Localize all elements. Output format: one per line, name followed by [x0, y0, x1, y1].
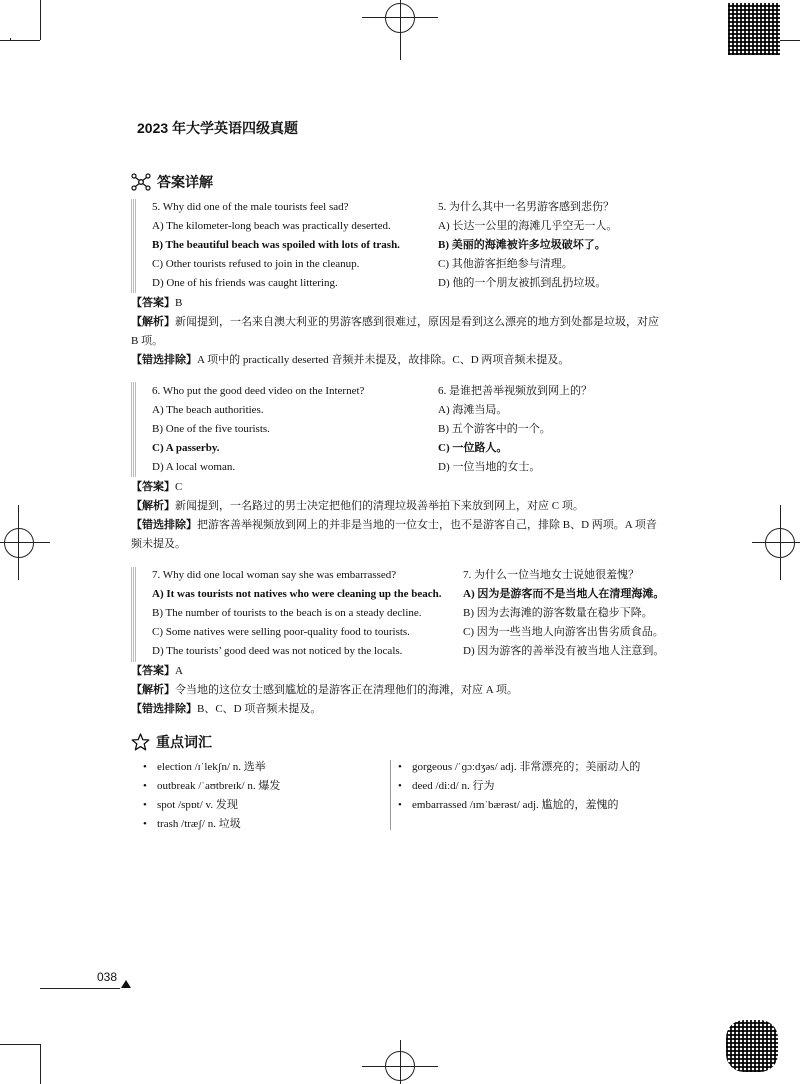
question-7-english: [152, 566, 441, 661]
crop-mark: [10, 38, 11, 40]
elim-text: B、C、D 项音频未提及。: [197, 703, 322, 715]
option-a: A) 海滩当局。: [438, 404, 508, 416]
vocab-item: • spot /spɒt/ v. 发现: [143, 796, 280, 815]
question-stem: 5. Why did one of the male tourists feel sad?: [152, 201, 349, 213]
crop-mark: [40, 0, 41, 40]
option-a-correct: A) It was tourists not natives who were cleaning up the beach.: [152, 588, 442, 600]
option-a: A) The beach authorities.: [152, 404, 264, 416]
crop-mark: [0, 1044, 40, 1045]
vocab-item: • trash /træʃ/ n. 垃圾: [143, 815, 280, 834]
option-d: D) A local woman.: [152, 461, 236, 473]
analysis-text: 新闻提到，一名路过的男士决定把他们的清理垃圾善举拍下来放到网上，对应 C 项。: [175, 500, 584, 512]
option-d: D) 因为游客的善举没有被当地人注意到。: [463, 645, 665, 657]
molecule-icon: [131, 173, 151, 191]
registration-mark: [4, 528, 34, 558]
registration-mark: [385, 3, 415, 33]
vocab-item: • embarrassed /ɪmˈbærəst/ adj. 尴尬的，羞愧的: [398, 796, 640, 815]
analysis-text-cont: B 项。: [131, 335, 164, 347]
qr-code: [726, 1020, 778, 1072]
star-icon: [131, 733, 150, 751]
elim-label: 【错选排除】: [131, 354, 197, 366]
option-d: D) The tourists’ good deed was not noticed by the locals.: [152, 645, 403, 657]
vocab-section-heading: [131, 732, 212, 752]
q5-answer: [131, 294, 691, 313]
triangle-icon: [121, 980, 131, 988]
question-stem: 6. 是谁把善举视频放到网上的？: [438, 385, 592, 397]
question-5-chinese: [438, 198, 617, 293]
q5-elimination: [131, 351, 691, 370]
vocab-item: • gorgeous /ˈɡɔːdʒəs/ adj. 非常漂亮的；美丽动人的: [398, 758, 640, 777]
q7-elimination: [131, 700, 691, 719]
quote-bar: [131, 382, 136, 477]
option-a: A) 长达一公里的海滩几乎空无一人。: [438, 220, 618, 232]
elim-label: 【错选排除】: [131, 519, 197, 531]
crop-mark: [0, 40, 40, 41]
vocab-item: • election /ɪˈlekʃn/ n. 选举: [143, 758, 280, 777]
vocab-item: • outbreak /ˈaʊtbreɪk/ n. 爆发: [143, 777, 280, 796]
question-stem: 5. 为什么其中一名男游客感到悲伤？: [438, 201, 614, 213]
option-b: B) One of the five tourists.: [152, 423, 270, 435]
registration-mark: [765, 528, 795, 558]
q7-analysis: [131, 681, 691, 700]
option-a-correct: A) 因为是游客而不是当地人在清理海滩。: [463, 588, 665, 600]
question-6-english: [152, 382, 364, 477]
column-divider: [390, 760, 391, 830]
option-c-correct: C) 一位路人。: [438, 442, 508, 454]
option-d: D) One of his friends was caught littering.: [152, 277, 338, 289]
q7-answer: [131, 662, 691, 681]
option-d: D) 一位当地的女士。: [438, 461, 541, 473]
answer-label: 【答案】: [131, 297, 175, 309]
analysis-label: 【解析】: [131, 500, 175, 512]
elim-label: 【错选排除】: [131, 703, 197, 715]
registration-mark: [385, 1051, 415, 1081]
question-7-chinese: [463, 566, 664, 661]
answers-section-heading: [131, 172, 213, 192]
question-stem: 6. Who put the good deed video on the Internet?: [152, 385, 365, 397]
vocab-item: • deed /diːd/ n. 行为: [398, 777, 640, 796]
answer-label: 【答案】: [131, 665, 175, 677]
answer-value: B: [175, 297, 183, 309]
question-5-english: [152, 198, 400, 293]
answer-value: A: [175, 665, 183, 677]
question-stem: 7. 为什么一位当地女士说她很羞愧？: [463, 569, 639, 581]
section-title: 重点词汇: [156, 734, 212, 750]
quote-bar: [131, 199, 136, 293]
analysis-label: 【解析】: [131, 316, 175, 328]
option-c: C) Some natives were selling poor-quality food to tourists.: [152, 626, 410, 638]
crop-mark: [40, 1044, 41, 1084]
q6-analysis: [131, 497, 691, 516]
option-b: B) 五个游客中的一个。: [438, 423, 551, 435]
analysis-text: 令当地的这位女士感到尴尬的是游客正在清理他们的海滩，对应 A 项。: [175, 684, 518, 696]
page-number: 038: [97, 970, 118, 984]
elim-text-cont: 频未提及。: [131, 538, 186, 550]
vocab-list-right: [398, 758, 640, 815]
vocab-list-left: [143, 758, 280, 834]
q6-elimination: [131, 516, 691, 554]
question-stem: 7. Why did one local woman say she was embarrassed?: [152, 569, 397, 581]
analysis-label: 【解析】: [131, 684, 175, 696]
q6-answer: [131, 478, 691, 497]
option-b-correct: B) The beautiful beach was spoiled with lots of trash.: [152, 239, 400, 251]
elim-text: 把游客善举视频放到网上的并非是当地的一位女士，也不是游客自己，排除 B、D 两项。A 项音: [197, 519, 657, 531]
option-c: C) 其他游客拒绝参与清理。: [438, 258, 573, 270]
option-b-correct: B) 美丽的海滩被许多垃圾破坏了。: [438, 239, 606, 251]
option-c-correct: C) A passerby.: [152, 442, 220, 454]
section-title: 答案详解: [157, 174, 213, 190]
page-header-title: 2023 年大学英语四级真题: [137, 120, 299, 136]
option-a: A) The kilometer-long beach was practically deserted.: [152, 220, 391, 232]
answer-value: C: [175, 481, 183, 493]
option-b: B) The number of tourists to the beach is on a steady decline.: [152, 607, 422, 619]
quote-bar: [131, 567, 136, 662]
option-c: C) 因为一些当地人向游客出售劣质食品。: [463, 626, 664, 638]
question-6-chinese: [438, 382, 592, 477]
crop-mark: [40, 988, 120, 989]
q5-analysis: [131, 313, 691, 351]
option-b: B) 因为去海滩的游客数量在稳步下降。: [463, 607, 653, 619]
analysis-text: 新闻提到，一名来自澳大利亚的男游客感到很难过，原因是看到这么漂亮的地方到处都是垃圾，对应: [175, 316, 659, 328]
option-c: C) Other tourists refused to join in the cleanup.: [152, 258, 360, 270]
option-d: D) 他的一个朋友被抓到乱扔垃圾。: [438, 277, 607, 289]
answer-label: 【答案】: [131, 481, 175, 493]
qr-code: [728, 3, 780, 55]
elim-text: A 项中的 practically deserted 音频并未提及，故排除。C、D 两项音频未提及。: [197, 354, 570, 366]
